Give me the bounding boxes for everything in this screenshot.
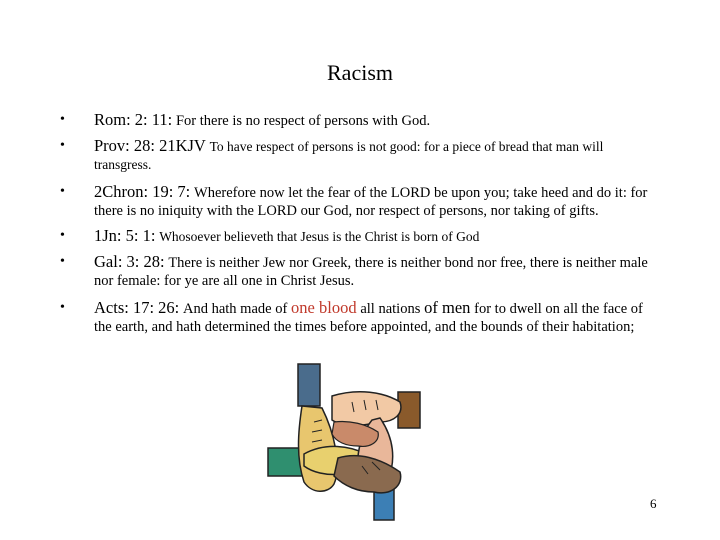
verse-text: Wherefore now let the fear of the LORD be upon you; take heed and do it: for there is no iniquity with the LORD our God, nor respect of persons, nor taking of gifts. xyxy=(94,185,648,219)
list-item xyxy=(60,183,660,220)
verse-reference: Acts: 17: 26: xyxy=(94,298,180,317)
verse-reference: 1Jn: 5: 1: xyxy=(94,226,156,245)
verse-text: for to dwell on all the face of the earth, and hath determined the times before appointed, and the bounds of their habitation; xyxy=(94,301,643,335)
verse-text: There is neither Jew nor Greek, there is neither bond nor free, there is neither male nor female: for ye are all one in Christ Jesus. xyxy=(94,255,648,289)
list-item xyxy=(60,111,660,130)
verse-list xyxy=(60,111,660,336)
verse-reference: Rom: 2: 11: xyxy=(94,110,173,129)
highlight-text: one blood xyxy=(291,298,357,317)
verse-reference: Prov: 28: 21KJV xyxy=(94,136,206,155)
verse-text: of men xyxy=(424,298,471,317)
verse-reference: 2Chron: 19: 7: xyxy=(94,182,191,201)
bullet-icon: • xyxy=(60,254,65,269)
bullet-icon: • xyxy=(60,228,65,243)
bullet-icon: • xyxy=(60,138,65,153)
bullet-icon: • xyxy=(60,300,65,315)
verse-reference: Gal: 3: 28: xyxy=(94,252,165,271)
clasped-hands-icon xyxy=(262,362,444,522)
list-item xyxy=(60,137,660,174)
list-item xyxy=(60,253,660,290)
list-item xyxy=(60,299,660,336)
slide-title: Racism xyxy=(327,60,393,85)
page-number: 6 xyxy=(650,496,657,511)
verse-text: Whosoever believeth that Jesus is the Christ is born of God xyxy=(159,229,480,244)
verse-text: For there is no respect of persons with God. xyxy=(175,113,431,129)
verse-text: And hath made of xyxy=(183,301,288,317)
verse-text: To have respect of persons is not good: for a piece of bread that man will transgress. xyxy=(94,139,604,172)
verse-text: all nations xyxy=(360,301,421,317)
bullet-icon: • xyxy=(60,184,65,199)
list-item xyxy=(60,227,660,246)
bullet-icon: • xyxy=(60,112,65,127)
